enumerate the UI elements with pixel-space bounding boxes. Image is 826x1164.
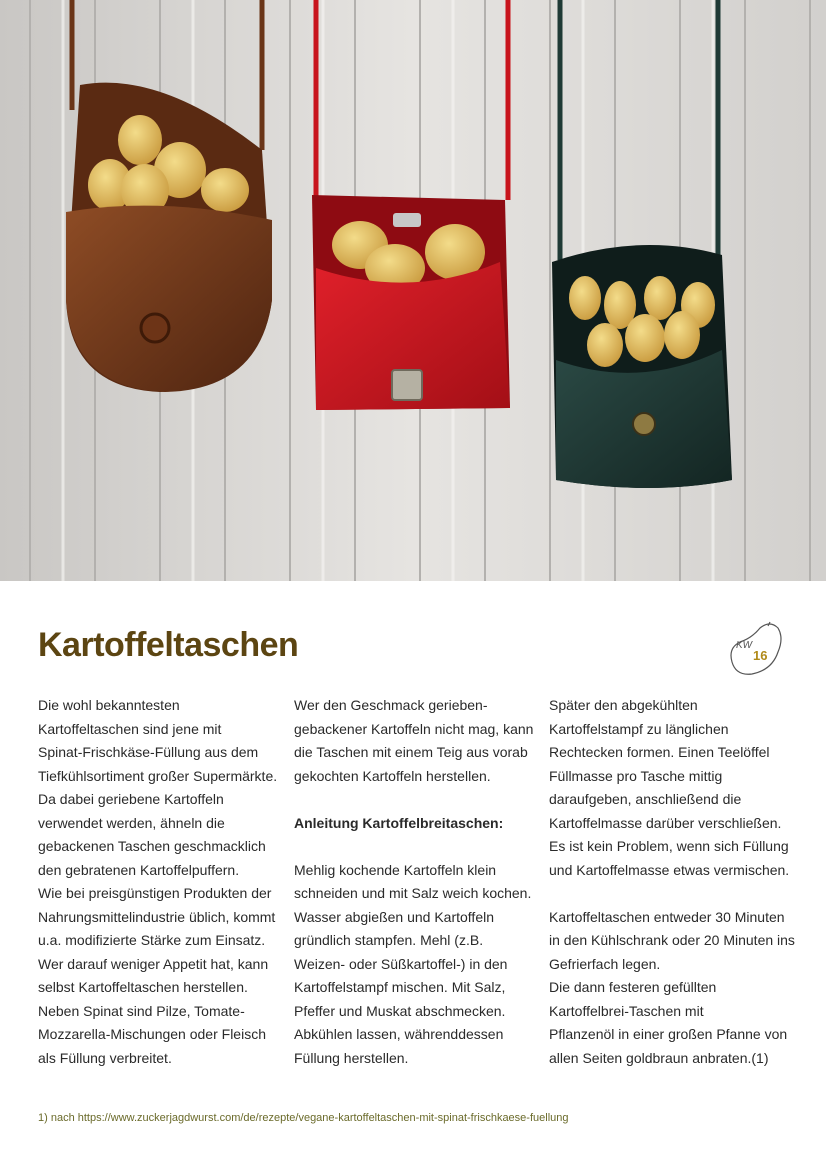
frying-paragraph: Kartoffeltaschen entweder 30 Minuten in den Kühlschrank oder 20 Minuten ins Gefrierfach legen. Die dann festeren gefüllten Kartoffelbrei-Taschen mit Pflanzenöl in einer großen Pfanne von allen Seiten goldbraun anbraten.(1) xyxy=(549,908,795,1066)
text-column-1 xyxy=(38,694,286,1070)
hero-photo xyxy=(0,0,826,581)
week-badge xyxy=(724,618,786,680)
footnote-source: 1) nach https://www.zuckerjagdwurst.com/de/rezepte/vegane-kartoffeltaschen-mit-spinat-frischkaese-fuellung xyxy=(38,1112,569,1124)
text-column-2 xyxy=(294,694,542,1070)
text-column-3 xyxy=(549,694,797,1070)
page-title: Kartoffeltaschen xyxy=(38,626,299,664)
badge-initials: KW xyxy=(736,640,753,651)
potato-bags-illustration xyxy=(0,0,826,581)
instructions-heading: Anleitung Kartoffelbreitaschen: xyxy=(294,814,504,831)
instructions-steps: Mehlig kochende Kartoffeln klein schneiden und mit Salz weich kochen. Wasser abgießen und Kartoffeln gründlich stampfen. Mehl (z.B. Weizen- oder Süßkartoffel-) in den Kartoffelstampf mischen. Mit Salz, Pfeffer und Muskat abschmecken. Abkühlen lassen, währenddessen Füllung herstellen. xyxy=(294,861,532,1066)
forming-paragraph: Später den abgekühlten Kartoffelstampf zu länglichen Rechtecken formen. Einen Teelöffel Füllmasse pro Tasche mittig daraufgeben, anschließend die Kartoffelmasse darüber verschließen. Es ist kein Problem, wenn sich Füllung und Kartoffelmasse etwas vermischen. xyxy=(549,697,790,878)
badge-number: 16 xyxy=(753,648,768,663)
potato-icon xyxy=(724,618,786,680)
alternative-paragraph: Wer den Geschmack gerieben- gebackener Kartoffeln nicht mag, kann die Taschen mit einem Teig aus vorab gekochten Kartoffeln herstellen. xyxy=(294,697,534,784)
intro-paragraph: Die wohl bekanntesten Kartoffeltaschen sind jene mit Spinat-Frischkäse-Füllung aus dem Tiefkühlsortiment großer Supermärkte. Da dabei geriebene Kartoffeln verwendet werden, ähneln die gebackenen Taschen geschmacklich den gebratenen Kartoffelpuffern. Wie bei preisgünstigen Produkten der Nahrungsmittelindustrie üblich, kommt u.a. modifizierte Stärke zum Einsatz. Wer darauf weniger Appetit hat, kann selbst Kartoffeltaschen herstellen. Neben Spinat sind Pilze, Tomate- Mozzarella-Mischungen oder Fleisch als Füllung verbreitet. xyxy=(38,697,278,1066)
